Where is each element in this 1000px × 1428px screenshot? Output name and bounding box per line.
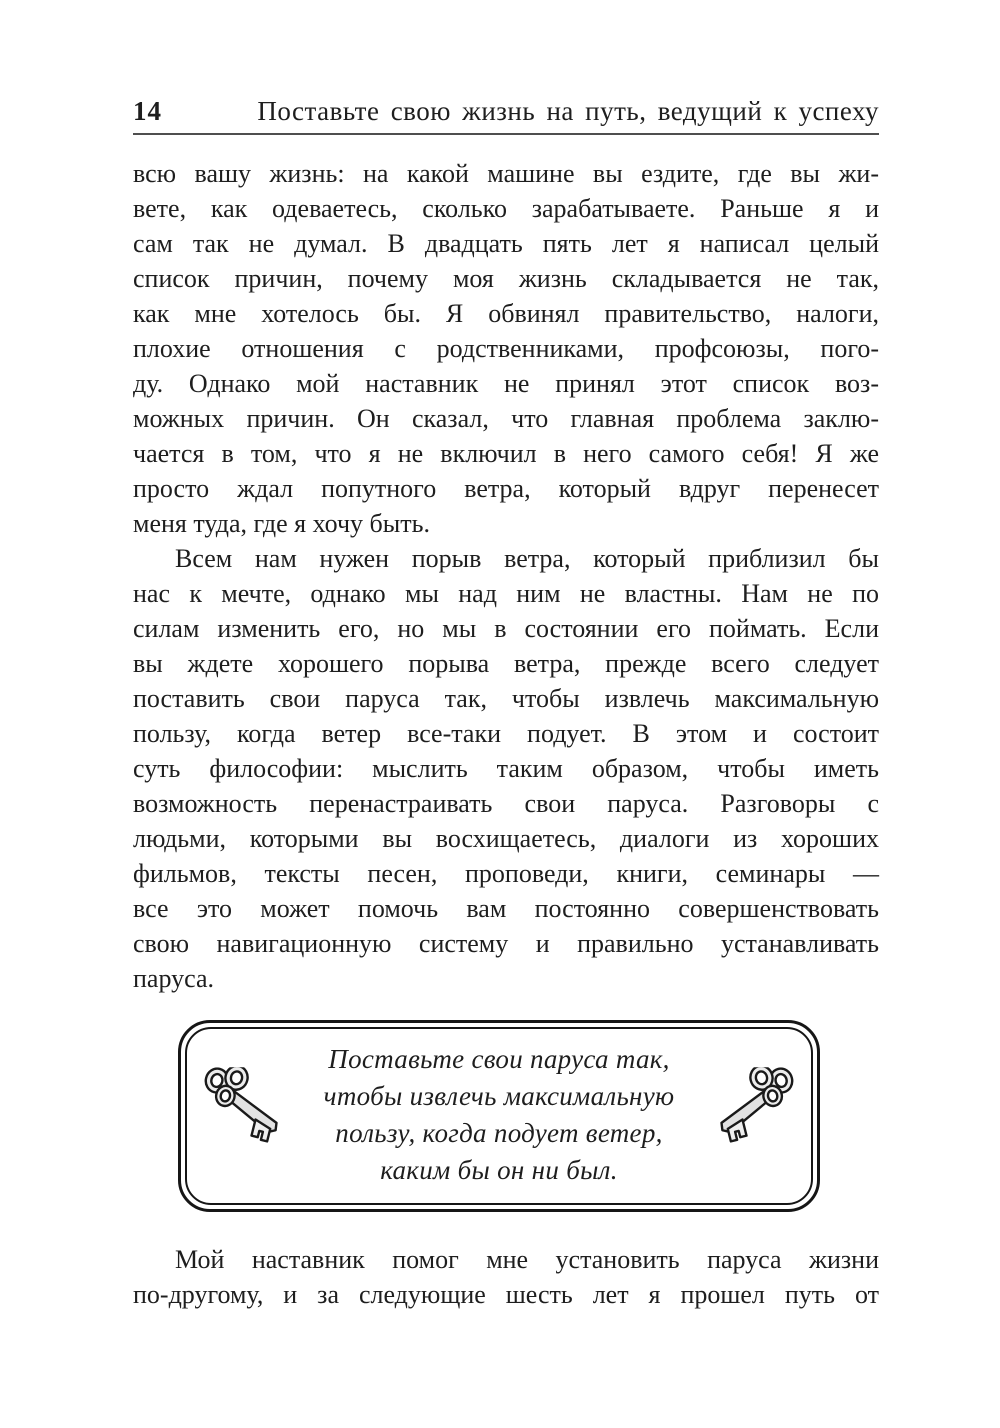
text-line: всю вашу жизнь: на какой машине вы ездите, где вы жи- bbox=[133, 159, 879, 188]
quote-line: Поставьте свои паруса так, bbox=[328, 1044, 670, 1074]
text-line: фильмов, тексты песен, проповеди, книги, семинары — bbox=[133, 859, 879, 888]
text-line: вете, как одеваетесь, сколько зарабатываете. Раньше я и bbox=[133, 194, 879, 223]
text-line: просто ждал попутного ветра, который вдруг перенесет bbox=[133, 474, 879, 503]
text-line: Всем нам нужен порыв ветра, который приблизил бы bbox=[175, 544, 879, 573]
running-head bbox=[133, 96, 879, 126]
key-icon bbox=[711, 1067, 803, 1151]
paragraph bbox=[133, 541, 879, 996]
text-line: нас к мечте, однако мы над ним не властны. Нам не по bbox=[133, 579, 879, 608]
text-line: поставить свои паруса так, чтобы извлечь максимальную bbox=[133, 684, 879, 713]
key-idea-text bbox=[291, 1041, 707, 1189]
text-line: силам изменить его, но мы в состоянии его поймать. Если bbox=[133, 614, 879, 643]
text-line: меня туда, где я хочу быть. bbox=[133, 509, 430, 538]
text-line: свою навигационную систему и правильно устанавливать bbox=[133, 929, 879, 958]
text-line: ду. Однако мой наставник не принял этот список воз- bbox=[133, 369, 879, 398]
text-line: список причин, почему моя жизнь складывается не так, bbox=[133, 264, 879, 293]
quote-line: каким бы он ни был. bbox=[380, 1155, 618, 1185]
page-number: 14 bbox=[133, 96, 162, 126]
paragraph bbox=[133, 1242, 879, 1312]
text-line: Мой наставник помог мне установить паруса жизни bbox=[175, 1245, 879, 1274]
key-idea-box-inner bbox=[185, 1027, 813, 1205]
paragraph bbox=[133, 156, 879, 541]
header-rule bbox=[133, 133, 879, 135]
text-line: все это может помочь вам постоянно совершенствовать bbox=[133, 894, 879, 923]
text-line: людьми, которыми вы восхищаетесь, диалоги из хороших bbox=[133, 824, 879, 853]
body-text-bottom bbox=[133, 1242, 879, 1312]
text-line: можных причин. Он сказал, что главная проблема заклю- bbox=[133, 404, 879, 433]
text-column bbox=[133, 0, 879, 1312]
text-line: чается в том, что я не включил в него самого себя! Я же bbox=[133, 439, 879, 468]
text-line: пользу, когда ветер все-таки подует. В этом и состоит bbox=[133, 719, 879, 748]
body-text-top bbox=[133, 156, 879, 996]
key-idea-box bbox=[178, 1020, 820, 1212]
quote-line: пользу, когда подует ветер, bbox=[335, 1118, 663, 1148]
text-line: суть философии: мыслить таким образом, чтобы иметь bbox=[133, 754, 879, 783]
text-line: по-другому, и за следующие шесть лет я прошел путь от bbox=[133, 1280, 879, 1309]
key-icon bbox=[195, 1067, 287, 1151]
text-line: как мне хотелось бы. Я обвинял правительство, налоги, bbox=[133, 299, 879, 328]
page-header-title: Поставьте свою жизнь на путь, ведущий к успеху bbox=[257, 96, 879, 126]
text-line: вы ждете хорошего порыва ветра, прежде всего следует bbox=[133, 649, 879, 678]
text-line: паруса. bbox=[133, 964, 215, 993]
text-line: сам так не думал. В двадцать пять лет я написал целый bbox=[133, 229, 879, 258]
text-line: плохие отношения с родственниками, профсоюзы, пого- bbox=[133, 334, 879, 363]
quote-line: чтобы извлечь максимальную bbox=[323, 1081, 675, 1111]
text-line: возможность перенастраивать свои паруса. Разговоры с bbox=[133, 789, 879, 818]
